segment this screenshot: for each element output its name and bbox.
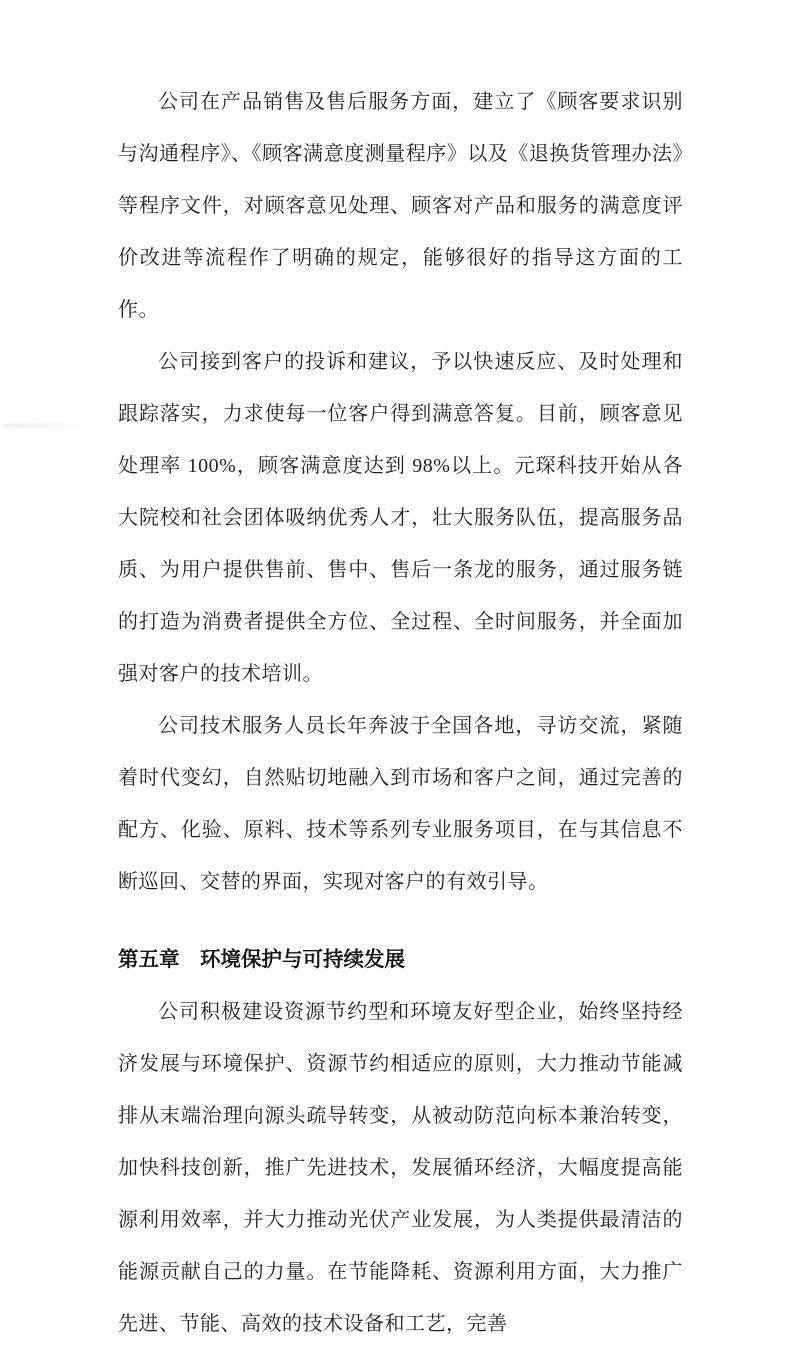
page-content <box>118 76 683 1350</box>
paragraph-tech-service: 公司技术服务人员长年奔波于全国各地，寻访交流，紧随着时代变幻，自然贴切地融入到市场和客户之间，通过完善的配方、化验、原料、技术等系列专业服务项目，在与其信息不断巡回、交替的界面，实现对客户的有效引导。 <box>118 715 683 893</box>
paragraph-customer-feedback: 公司接到客户的投诉和建议，予以快速反应、及时处理和跟踪落实，力求使每一位客户得到满意答复。目前，顾客意见处理率 100%，顾客满意度达到 98%以上。元琛科技开始从各大院校和社会团体吸纳优秀人才，壮大服务队伍，提高服务品质、为用户提供售前、售中、售后一条龙的服务，通过服务链的打造为消费者提供全方位、全过程、全时间服务，并全面加强对客户的技术培训。 <box>118 351 683 685</box>
paragraph-sales-service: 公司在产品销售及售后服务方面，建立了《顾客要求识别与沟通程序》、《顾客满意度测量程序》以及《退换货管理办法》等程序文件，对顾客意见处理、顾客对产品和服务的满意度评价改进等流程作了明确的规定，能够很好的指导这方面的工作。 <box>118 91 683 321</box>
chapter-heading: 第五章 环境保护与可持续发展 <box>118 948 405 971</box>
paragraph-environment: 公司积极建设资源节约型和环境友好型企业，始终坚持经济发展与环境保护、资源节约相适应的原则，大力推动节能减排从末端治理向源头疏导转变，从被动防范向标本兼治转变，加快科技创新，推广先进技术，发展循环经济，大幅度提高能源利用效率，并大力推动光伏产业发展，为人类提供最清洁的能源贡献自己的力量。在节能降耗、资源利用方面，大力推广先进、节能、高效的技术设备和工艺，完善 <box>118 1001 683 1335</box>
scan-artifact <box>0 423 95 428</box>
